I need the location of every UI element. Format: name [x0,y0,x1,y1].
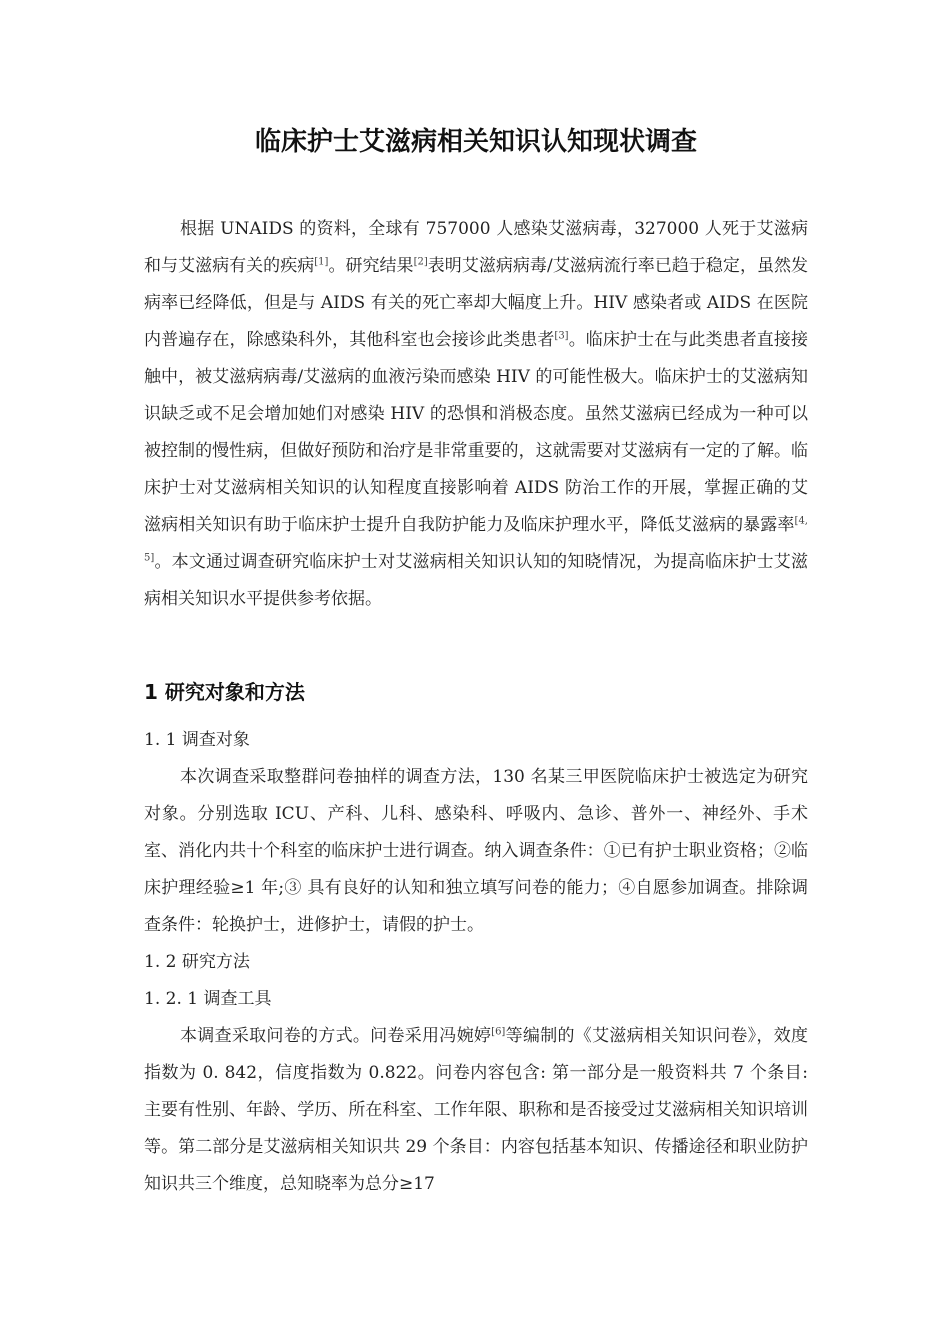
subsection-1-2-1-text [144,1018,808,1203]
intro-paragraph [144,211,808,618]
intro-text-c: 表明艾滋病病毒/艾滋病流行率已趋于稳定，虽然发病率已经降低，但是与 AIDS 有关的死亡率却大幅度上升。HIV 感染者或 AIDS 在医院内普遍存在，除感染科外，其他科室也会接诊此类患者 [144,256,809,350]
citation-ref-3: [3] [554,330,569,342]
intro-text-a: 根据 UNAIDS 的资料，全球有 757000 人感染艾滋病毒，327000 人死于艾滋病和与艾滋病有关的疾病 [144,219,808,276]
citation-ref-4-5: [4, 5] [144,515,808,564]
intro-text-d: 。临床护士在与此类患者直接接触中，被艾滋病病毒/艾滋病的血液污染而感染 HIV 的可能性极大。临床护士的艾滋病知识缺乏或不足会增加她们对感染 HIV 的恐惧和消极态度。虽然艾滋病已经成为一种可以被控制的慢性病，但做好预防和治疗是非常重要的，这就需要对艾滋病有一定的了解。临床护士对艾滋病相关知识的认知程度直接影响着 AIDS 防治工作的开展，掌握正确的艾滋病相关知识有助于临床护士提升自我防护能力及临床护理水平，降低艾滋病的暴露率 [144,330,809,535]
subsection-1-2-1-heading: 1. 2. 1 调查工具 [144,989,272,1009]
tool-text-a: 本调查采取问卷的方式。问卷采用冯婉婷 [180,1026,492,1046]
intro-section [144,211,808,618]
tool-text-b: 等编制的《艾滋病相关知识问卷》，效度指数为 0. 842，信度指数为 0.822。问卷内容包含: 第一部分是一般资料共 7 个条目: 主要有性别、年龄、学历、所在科室、工作年限、职称和是否接受过艾滋病相关知识培训等。第二部分是艾滋病相关知识共 29 个条目：内容包括基本知识、传播途径和职业防护知识共三个维度，总知晓率为总分≥17 [144,1026,809,1194]
intro-text-b: 。研究结果 [328,256,414,276]
subsection-1-2-heading: 1. 2 研究方法 [144,952,250,972]
citation-ref-1: [1] [314,256,329,268]
citation-ref-2: [2] [413,256,428,268]
section-1 [144,678,808,706]
subsection-1-1-text: 本次调查采取整群问卷抽样的调查方法，130 名某三甲医院临床护士被选定为研究对象。分别选取 ICU、产科、儿科、感染科、呼吸内、急诊、普外一、神经外、手术室、消化内共十个科室的临床护士进行调查。纳入调查条件：①已有护士职业资格；②临床护理经验≥1 年;③ 具有良好的认知和独立填写问卷的能力；④自愿参加调查。排除调查条件：轮换护士，进修护士，请假的护士。 [144,767,808,935]
section-1-heading: 1 研究对象和方法 [144,680,305,704]
intro-text-e: 。本文通过调查研究临床护士对艾滋病相关知识认知的知晓情况，为提高临床护士艾滋病相关知识水平提供参考依据。 [144,552,808,609]
subsection-1-1-heading: 1. 1 调查对象 [144,730,250,750]
page-title: 临床护士艾滋病相关知识认知现状调查 [254,127,697,157]
section-1-body [144,722,808,1203]
citation-ref-6: [6] [491,1026,506,1038]
